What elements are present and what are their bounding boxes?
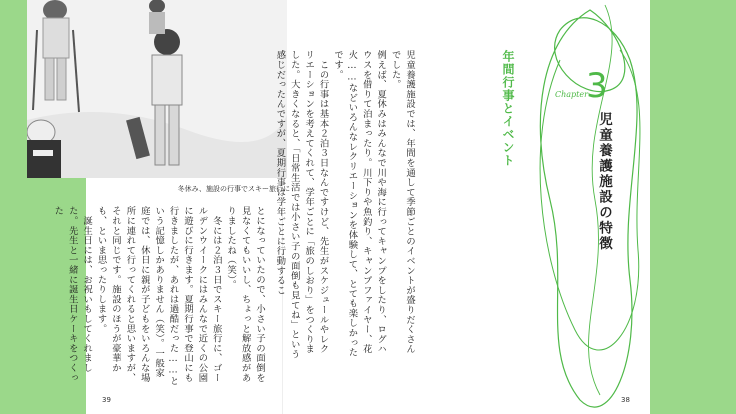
section-heading: 年間行事とイベント [501,50,515,167]
left-page-body-text: とになっていたので、小さい子の面倒を見なくてもいいし、ちょっと解放感がありましたね（笑）。 冬には２泊３日でスキー旅行に、ゴールデンウイークにはみんなで近くの公園に遊びに行きます。夏期行事で登山にも行きましたが、あれは過酷だった……という記憶しかありません（笑）。一般家庭では、休日に親が子どもをいろんな場所に連れて行ってくれると思いますが、それと同じです。施設のほうが豪華かも、といま思ったりします。 誕生日には、お祝いもしてくれました。先生と一緒に誕生日ケーキをつくった [52,206,265,386]
left-page-number: 39 [102,396,111,404]
chapter-title: 児童養護施設の特徴 [596,112,612,252]
chapter-label: Chapter [555,90,588,99]
right-page-body-text: 児童養護施設では、年間を通して季節ごとのイベントが盛りだくさんでした。 例えば、夏休みはみんなで川や海に行ってキャンプをしたり、ログハウスを借りて泊まったり。川下りや魚釣り、キャンプファイヤー、花火……などいろんなレクリエーションを体験して、とても楽しかったです。 この行事は基本２泊３日なんですけど、先生がスケジュールやレクリエーションを考えてくれて、学年ごとに「旅のしおり」をつくりました。大きくなると、「日常生活では小さい子の面倒も見てね」という感じだったんですが、夏期行事は学年ごとに行動するこ [274,50,415,359]
photo-caption: 冬休み、施設の行事でスキー旅行に [177,185,290,193]
chapter-number: 3 [586,66,608,106]
ski-trip-photo [27,0,287,178]
right-page-number: 38 [621,396,630,404]
